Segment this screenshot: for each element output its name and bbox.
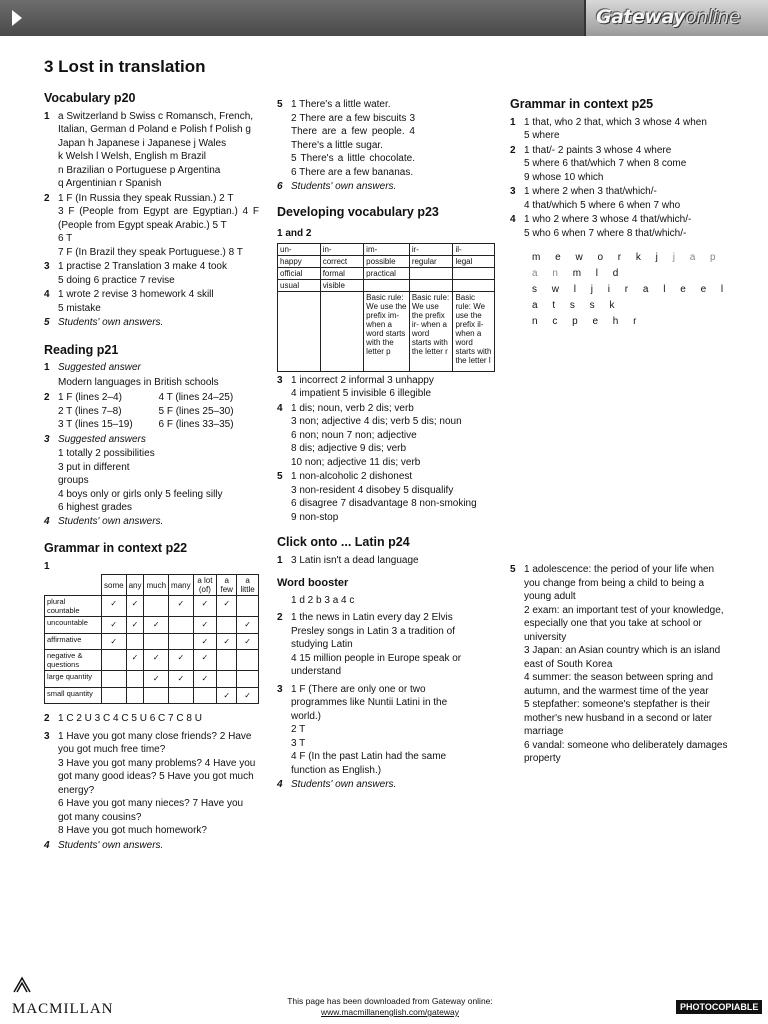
play-arrow-icon[interactable] [12,10,22,26]
table-row: official formal practical [278,267,495,279]
table-row: affirmative ✓ ✓ ✓ ✓ [45,633,259,650]
dev-vocab-heading: Developing vocabulary p23 [277,204,439,219]
macmillan-brand: MACMILLAN [12,1001,114,1017]
reading-heading: Reading p21 [44,342,119,357]
dev-vocab-sub: 1 and 2 [277,228,312,239]
photocopiable-badge: PHOTOCOPIABLE [676,1000,762,1014]
gateway-link[interactable]: www.macmillanenglish.com/gateway [321,1007,459,1017]
column-2: 5 1 There's a little water. 2 There are a few biscuits 3 There are a few people. 4 There's a little sugar. 5 There's a little chocolate. 6 There are a few bananas. 6 Students' own answers. Developing vocabulary p23 1 and 2 un- in- im- ir- il- happy correct possible regular legal official formal practical usual visible Basic rule: We use the prefix im- when a word starts with the letter p Basic rule: We use the prefix ir- when a word starts with the letter r Basic rule: We use the prefix il- when a word starts with the letter l 3 1 incorrect 2 informal 3 unhappy 4 impatient 5 invisible 6 illegible 4 1 dis; noun, verb 2 dis; verb 3 non; adjective 4 dis; verb 5 dis; noun 6 non; noun 7 non; adjective 8 dis; adjective 9 dis; verb 10 non; adjective 11 dis; verb 5 1 non-alcoholic 2 dishonest 3 non-resident 4 disobey 5 disqualify 6 disagree 7 disadvantage 8 non-smoking 9 non-stop Click onto ... Latin p24 1 3 Latin isn't a dead language Word booster 1 d 2 b 3 a 4 c 2 1 the news in Latin every day 2 Elvis Presley songs in Latin 3 a tradition of studying Latin 4 15 million people in Europe speak or understand 3 1 F (There are only one or two programmes like Nuntii Latini in the world.) 2 T 3 T 4 F (In the past Latin had the same function as English.) 4 Students' own answers. [277,98,495,793]
word-booster-heading: Word booster [277,577,349,589]
grammar25-answer-4: 1 who 2 where 3 whose 4 that/which/- 5 who 6 when 7 where 8 that/which/- [524,214,692,239]
page-title: 3 Lost in translation [44,57,206,76]
vocab-answer-3: 1 practise 2 Translation 3 make 4 took 5 doing 6 practice 7 revise [58,261,227,286]
column-1: Vocabulary p20 1 a Switzerland b Swiss c Romansch, French, Italian, German d Poland e Polish f Polish g Japan h Japanese i Japanese j Wales k Welsh l Welsh, English m Brazil n Brazilian o Portuguese p Argentina q Argentinian r Spanish 2 1 F (In Russia they speak Russian.) 2 T 3 F (People from Egypt are Egyptian.) 4 F (People from Egypt speak Arabic.) 5 T 6 T 7 F (In Brazil they speak Portuguese.) 8 T 3 1 practise 2 Translation 3 make 4 took 5 doing 6 practice 7 revise 4 1 wrote 2 revise 3 homework 4 skill 5 mistake 5 Students' own answers. Reading p21 1 Suggested answer Modern languages in British schools 2 1 F (lines 2–4) 4 T (lines 24–25) 2 T (lines 7–8) 5 F (lines 25–30) 3 T (lines 15–19) 6 F (lines 33–35) 3 Suggested answers 1 totally 2 possibilities 3 put in different groups 4 boys only or girls only 5 feeling silly 6 highest grades 4 Students' own answers. Grammar in context p22 1 some any much many a lot (of) a few a little plural countable ✓ ✓ ✓ ✓ ✓ uncountable ✓ ✓ ✓ ✓ ✓ affirmative ✓ ✓ ✓ ✓ negative & questions ✓ ✓ ✓ ✓ large quantity ✓ ✓ ✓ small quantity ✓ ✓ 2 1 C 2 U 3 C 4 C 5 U 6 C 7 C 8 U 3 1 Have you got many close friends? 2 Have you got much free time? 3 Have you got many problems? 4 Have you got many good ideas? 5 Have you got much energy? 6 Have you got many nieces? 7 Have you got many cousins? 8 Have you got much homework? 4 Students' own answers. [44,91,259,851]
latin-answer-1: 3 Latin isn't a dead language [291,554,419,566]
vocab-answer-5: Students' own answers. [58,317,164,328]
vocab-answer-1: a Switzerland b Swiss c Romansch, French, Italian, German d Poland e Polish f Polish g Japan h Japanese i Japanese j Wales k Welsh l Welsh, English m Brazil n Brazilian o Portuguese p Argentina q Argentinian r Spanish [58,110,254,189]
grammar22-answer-4: Students' own answers. [58,839,164,851]
footer-text: This page has been downloaded from Gateway online: www.macmillanenglish.com/gateway [287,996,493,1017]
macmillan-logo [12,976,114,1018]
grammar22-answer-3: 1 Have you got many close friends? 2 Have you got much free time? 3 Have you got many problems? 4 Have you got many good ideas? 5 Have you got much energy? 6 Have you got many nieces? 7 Have you got many cousins? 8 Have you got much homework? [58,730,256,836]
latin-heading: Click onto ... Latin p24 [277,535,410,549]
word-puzzle: m e w o r k j j a p a n m l d s w l j i r a l e e l a t s s k n c p e h r [532,252,730,327]
grammar25-answer-3: 1 where 2 when 3 that/which/- 4 that/which 5 where 6 when 7 who [524,186,681,211]
reading-answer-2: 1 F (lines 2–4) 4 T (lines 24–25) 2 T (lines 7–8) 5 F (lines 25–30) 3 T (lines 15–19) 6 F (lines 33–35) [58,392,234,430]
dev-vocab-answer-3: 1 incorrect 2 informal 3 unhappy 4 impatient 5 invisible 6 illegible [291,374,434,399]
reading-3b: 1 totally 2 possibilities 3 put in different groups 4 boys only or girls only 5 feeling silly 6 highest grades [58,448,223,513]
latin-answer-3: 1 F (There are only one or two programmes like Nuntii Latini in the world.) 2 T 3 T 4 F (In the past Latin had the same function as English.) [291,683,448,776]
macmillan-bird-icon [12,976,32,994]
latin-answer-4: Students' own answers. [291,779,397,790]
vocab-answer-2: 1 F (In Russia they speak Russian.) 2 T 3 F (People from Egypt are Egyptian.) 4 F (People from Egypt speak Arabic.) 5 T 6 T 7 F (In Brazil they speak Portuguese.) 8 T [58,192,259,258]
quantifier-table: some any much many a lot (of) a few a little plural countable ✓ ✓ ✓ ✓ ✓ uncountable ✓ ✓ ✓ ✓ ✓ affirmative ✓ ✓ ✓ ✓ negative & questions ✓ ✓ ✓ ✓ large quantity ✓ ✓ ✓ small quantity ✓ ✓ [44,574,259,704]
table-row: small quantity ✓ ✓ [45,687,259,704]
logo-sub: online [685,6,741,28]
table-row: large quantity ✓ ✓ ✓ [45,671,259,688]
gateway-logo [584,0,768,36]
column-3: Grammar in context p25 1 1 that, who 2 that, which 3 whose 4 when 5 where 2 1 that/- 2 paints 3 whose 4 where 5 where 6 that/which 7 when 8 come 9 whose 10 which 3 1 where 2 when 3 that/which/- 4 that/which 5 where 6 when 7 who 4 1 who 2 where 3 whose 4 that/which/- 5 who 6 when 7 where 8 that/which/- m e w o r k j j a p a n m l d s w l j i r a l e e l a t s s k n c p e h r 5 1 adolescence: the period of your life when you change from being a child to being a young adult 2 exam: an important test of your knowledge, especially one that you take at school or university 3 Japan: an Asian country which is an island east of South Korea 4 summer: the season between spring and autumn, and the warmest time of the year 5 stepfather: someone's stepfather is their mother's new husband in a second or later marriage 6 vandal: someone who deliberately damages property [510,98,732,767]
grammar25-answer-1: 1 that, who 2 that, which 3 whose 4 when 5 where [524,116,707,141]
grammar25-answer-5: 1 adolescence: the period of your life when you change from being a child to being a young adult 2 exam: an important test of your knowledge, especially one that you take at school or university 3 Japan: an Asian country which is an island east of South Korea 4 summer: the season between spring and autumn, and the warmest time of the year 5 stepfather: someone's stepfather is their mother's new husband in a second or later marriage 6 vandal: someone who deliberately damages property [524,564,728,764]
table-row: usual visible [278,279,495,291]
vocab-heading: Vocabulary p20 [44,91,136,105]
reading-1b: Modern languages in British schools [58,376,219,388]
grammar22-answer-6: Students' own answers. [291,181,397,192]
grammar25-heading: Grammar in context p25 [510,97,654,111]
vocab-answer-4: 1 wrote 2 revise 3 homework 4 skill 5 mistake [58,289,214,314]
logo-main: Gateway [596,6,686,28]
table-row: negative & questions ✓ ✓ ✓ ✓ [45,650,259,671]
grammar22-answer-2: 1 C 2 U 3 C 4 C 5 U 6 C 7 C 8 U [58,713,202,724]
grammar25-answer-2: 1 that/- 2 paints 3 whose 4 where 5 where 6 that/which 7 when 8 come 9 whose 10 which [524,144,687,183]
reading-answer-4: Students' own answers. [58,515,164,527]
dev-vocab-answer-5: 1 non-alcoholic 2 dishonest 3 non-resident 4 disobey 5 disqualify 6 disagree 7 disadvantage 8 non-smoking 9 non-stop [291,471,477,523]
word-booster-answer: 1 d 2 b 3 a 4 c [291,594,355,606]
reading-1a: Suggested answer [58,362,141,373]
dev-vocab-answer-4: 1 dis; noun, verb 2 dis; verb 3 non; adjective 4 dis; verb 5 dis; noun 6 non; noun 7 non; adjective 8 dis; adjective 9 dis; verb 10 non; adjective 11 dis; verb [291,402,462,468]
latin-answer-2: 1 the news in Latin every day 2 Elvis Presley songs in Latin 3 a tradition of studying Latin 4 15 million people in Europe speak or understand [291,612,462,677]
reading-3a: Suggested answers [58,433,146,445]
table-row: plural countable ✓ ✓ ✓ ✓ ✓ [45,596,259,617]
table-row: happy correct possible regular legal [278,255,495,267]
grammar22-heading: Grammar in context p22 [44,541,188,555]
prefix-table: un- in- im- ir- il- happy correct possible regular legal official formal practical usual visible Basic rule: We use the prefix im- when a word starts with the letter p Basic rule: We use the prefix ir- when a word starts with the letter r Basic rule: We use the prefix il- when a word starts with the letter l [277,243,495,372]
grammar22-answer-5: 1 There's a little water. 2 There are a few biscuits 3 There are a few people. 4 There's a little sugar. 5 There's a little chocolate. 6 There are a few bananas. [291,99,415,178]
table-row: Basic rule: We use the prefix im- when a word starts with the letter p Basic rule: We use the prefix ir- when a word starts with the letter r Basic rule: We use the prefix il- when a word starts with the letter l [278,291,495,371]
table-row: uncountable ✓ ✓ ✓ ✓ ✓ [45,617,259,634]
